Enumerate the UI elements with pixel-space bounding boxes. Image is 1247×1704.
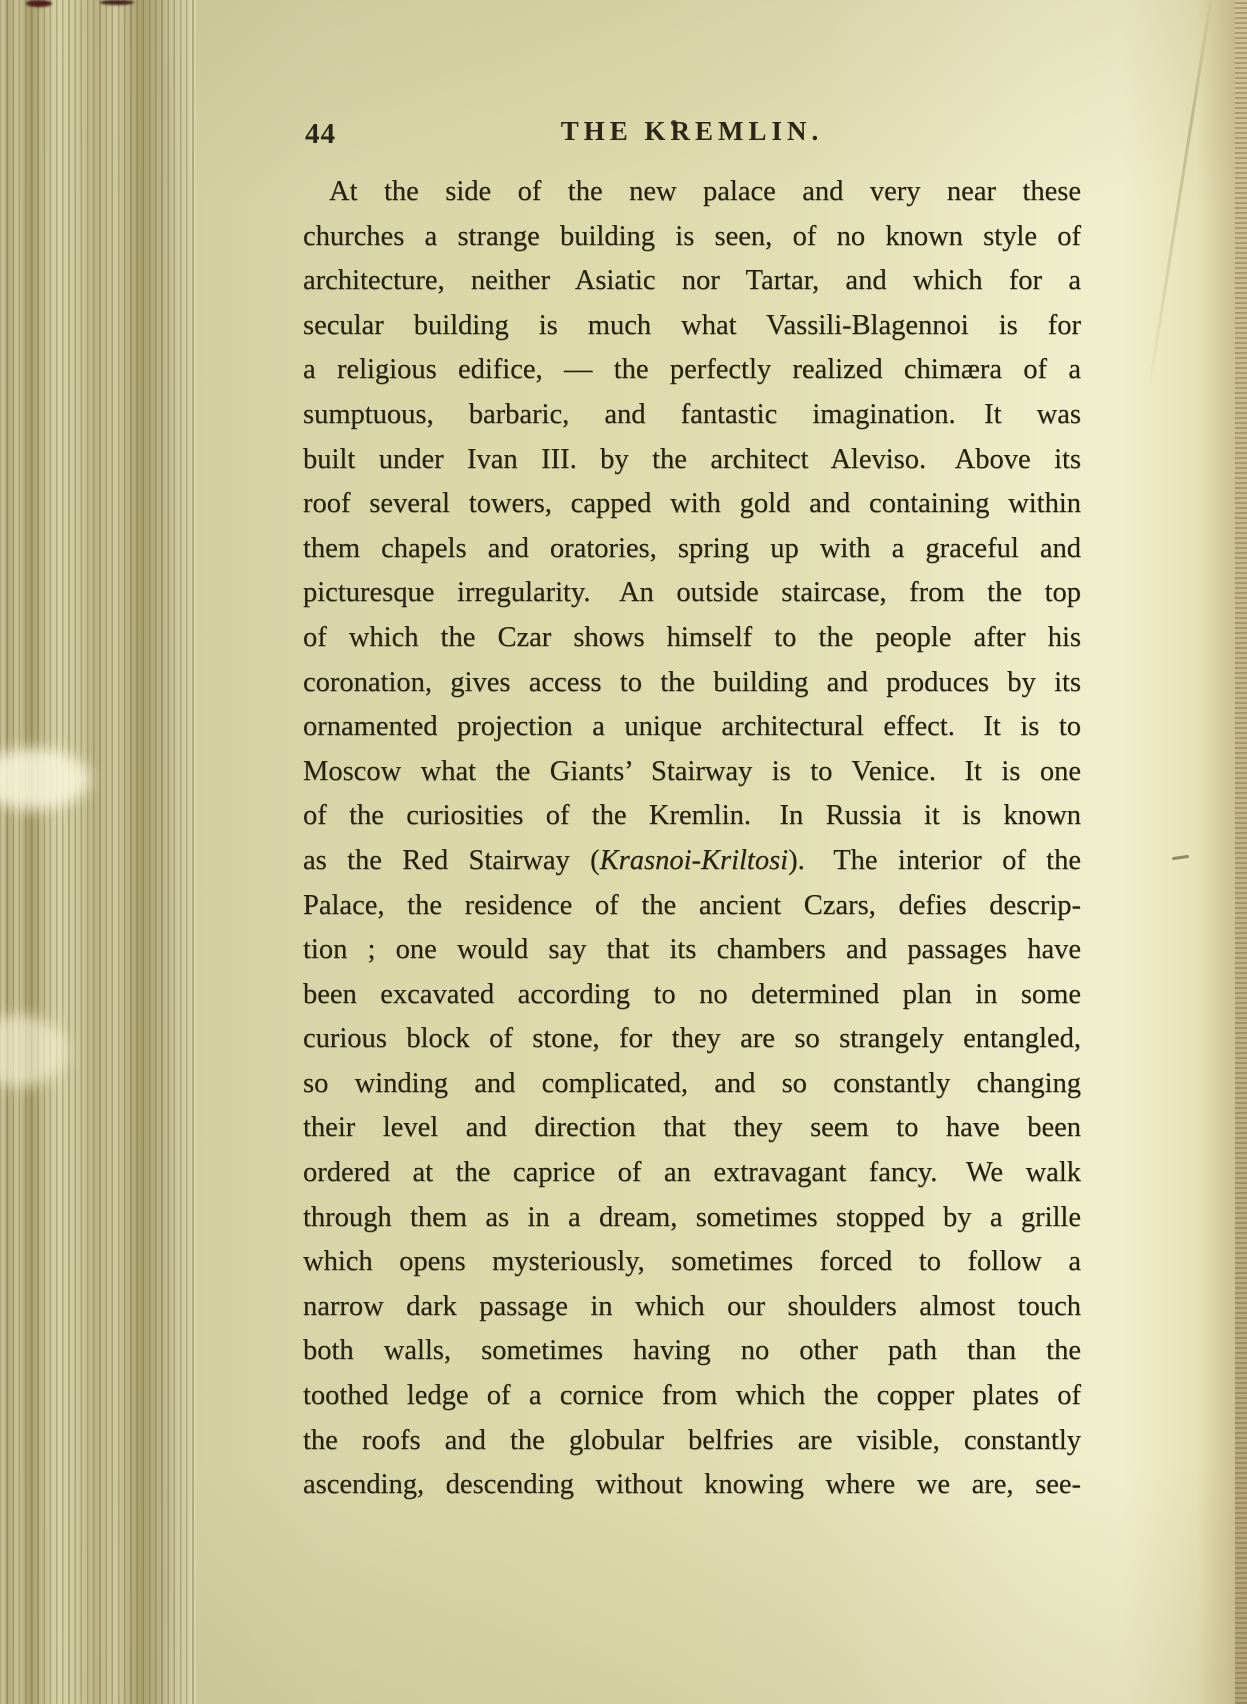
text-segment: ). The interior of the bbox=[788, 844, 1081, 876]
text-line: Palace, the residence of the ancient Czars, defies descrip- bbox=[303, 889, 1081, 921]
text-line: ascending, descending without knowing where we are, see- bbox=[303, 1469, 1081, 1501]
page-crease bbox=[1147, 0, 1217, 395]
text-line: narrow dark passage in which our shoulders almost touch bbox=[303, 1290, 1081, 1322]
text-line: of the curiosities of the Kremlin. In Russia it is known bbox=[303, 800, 1081, 832]
running-title: THE KREMLIN. bbox=[560, 116, 824, 146]
text-line: tion ; one would say that its chambers and passages have bbox=[303, 934, 1081, 966]
text-line: curious block of stone, for they are so strangely entangled, bbox=[303, 1023, 1081, 1055]
text-line: a religious edifice, — the perfectly realized chimæra of a bbox=[303, 354, 1081, 386]
scan-speck bbox=[100, 0, 134, 5]
page-header bbox=[303, 116, 1081, 158]
text-line: ordered at the caprice of an extravagant fancy. We walk bbox=[303, 1157, 1081, 1189]
text-line: of which the Czar shows himself to the people after his bbox=[303, 621, 1081, 653]
page-fore-edge bbox=[1235, 0, 1247, 1704]
text-line: At the side of the new palace and very near these bbox=[329, 176, 1081, 207]
text-line: coronation, gives access to the building and produces by its bbox=[303, 666, 1081, 698]
text-line: ornamented projection a unique architectural effect. It is to bbox=[303, 711, 1081, 743]
text-line: secular building is much what Vassili-Blagennoi is for bbox=[303, 309, 1081, 341]
text-line: them chapels and oratories, spring up with a graceful and bbox=[303, 532, 1081, 564]
text-line: churches a strange building is seen, of no known style of bbox=[303, 220, 1081, 252]
text-segment: as the Red Stairway ( bbox=[303, 844, 600, 876]
text-line: roof several towers, capped with gold and containing within bbox=[303, 488, 1081, 520]
italic-book-term: Krasnoi-Kriltosi bbox=[599, 844, 789, 876]
text-line: Moscow what the Giants’ Stairway is to Venice. It is one bbox=[303, 755, 1081, 787]
text-line: through them as in a dream, sometimes stopped by a grille bbox=[303, 1201, 1081, 1233]
text-line: their level and direction that they seem to have been bbox=[303, 1112, 1081, 1144]
text-line: both walls, sometimes having no other path than the bbox=[303, 1335, 1081, 1367]
page-number: 44 bbox=[305, 118, 336, 150]
text-line: so winding and complicated, and so constantly changing bbox=[303, 1067, 1081, 1099]
text-line: toothed ledge of a cornice from which the copper plates of bbox=[303, 1380, 1081, 1412]
scan-speck bbox=[26, 0, 52, 7]
text-line bbox=[303, 839, 1081, 884]
text-line: picturesque irregularity. An outside staircase, from the top bbox=[303, 577, 1081, 609]
pencil-dash-mark bbox=[1172, 855, 1189, 860]
text-line: architecture, neither Asiatic nor Tartar, and which for a bbox=[303, 265, 1081, 297]
page-body-text bbox=[303, 170, 1081, 1508]
text-line: been excavated according to no determined plan in some bbox=[303, 978, 1081, 1010]
text-line: the roofs and the globular belfries are visible, constantly bbox=[303, 1424, 1081, 1456]
text-line: which opens mysteriously, sometimes forced to follow a bbox=[303, 1246, 1081, 1278]
text-line: built under Ivan III. by the architect Aleviso. Above its bbox=[303, 443, 1081, 475]
book-gutter-page-edges bbox=[0, 0, 196, 1704]
text-line: sumptuous, barbaric, and fantastic imagination. It was bbox=[303, 398, 1081, 430]
